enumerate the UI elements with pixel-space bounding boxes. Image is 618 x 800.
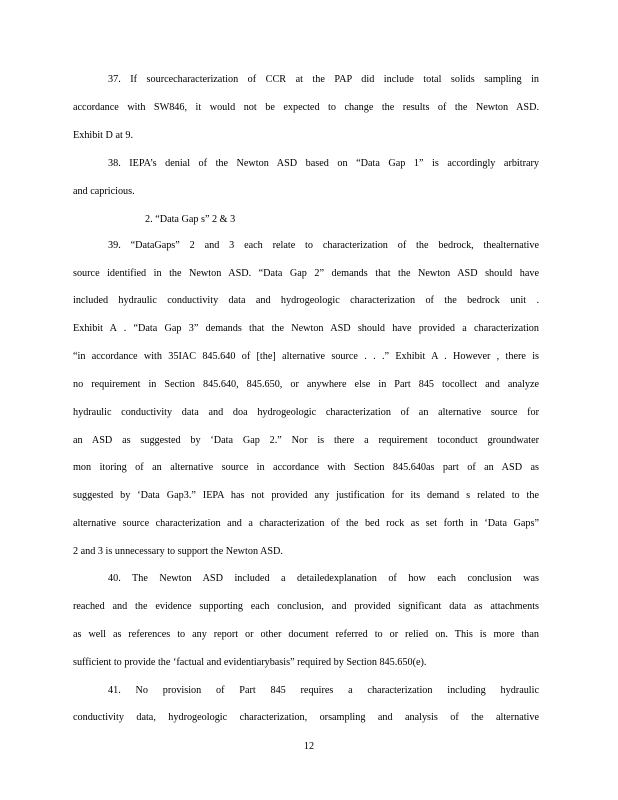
text-line: included hydraulic conductivity data and hydrogeologic characterization of the bedrock unit . xyxy=(73,295,539,306)
text-line: “in accordance with 35IAC 845.640 of [the] alternative source . . .” Exhibit A . However , there is xyxy=(73,351,539,362)
page-number: 12 xyxy=(303,741,315,752)
text-line: 40. The Newton ASD included a detailedexplanation of how each conclusion was xyxy=(108,573,539,584)
text-line: hydraulic conductivity data and doa hydrogeologic characterization of an alternative source for xyxy=(73,407,539,418)
text-line: 2 and 3 is unnecessary to support the Newton ASD. xyxy=(73,546,283,557)
text-line: conductivity data, hydrogeologic characterization, orsampling and analysis of the alternative xyxy=(73,712,539,723)
text-line: no requirement in Section 845.640, 845.650, or anywhere else in Part 845 tocollect and analyze xyxy=(73,379,539,390)
text-line: and capricious. xyxy=(73,186,135,197)
text-line: sufficient to provide the ‘factual and evidentiarybasis” required by Section 845.650(e). xyxy=(73,657,427,668)
text-line: 37. If sourcecharacterization of CCR at the PAP did include total solids sampling in xyxy=(108,74,539,85)
text-line: 38. IEPA’s denial of the Newton ASD based on “Data Gap 1” is accordingly arbitrary xyxy=(108,158,539,169)
text-line: 39. “DataGaps” 2 and 3 each relate to characterization of the bedrock, thealternative xyxy=(108,240,539,251)
text-line: an ASD as suggested by ‘Data Gap 2.” Nor is there a requirement toconduct groundwater xyxy=(73,435,539,446)
text-line: Exhibit D at 9. xyxy=(73,130,133,141)
text-line: alternative source characterization and a characterization of the bed rock as set forth in ‘Data Gaps” xyxy=(73,518,539,529)
text-line: suggested by ‘Data Gap3.” IEPA has not provided any justification for its demand s related to the xyxy=(73,490,539,501)
section-heading: 2. “Data Gap s” 2 & 3 xyxy=(145,214,236,225)
text-line: Exhibit A . “Data Gap 3” demands that the Newton ASD should have provided a characterization xyxy=(73,323,539,334)
text-line: mon itoring of an alternative source in accordance with Section 845.640as part of an ASD as xyxy=(73,462,539,473)
text-line: accordance with SW846, it would not be expected to change the results of the Newton ASD. xyxy=(73,102,539,113)
text-line: source identified in the Newton ASD. “Data Gap 2” demands that the Newton ASD should have xyxy=(73,268,539,279)
text-line: 41. No provision of Part 845 requires a characterization including hydraulic xyxy=(108,685,539,696)
text-line: as well as references to any report or other document referred to or relied on. This is more than xyxy=(73,629,539,640)
text-line: reached and the evidence supporting each conclusion, and provided significant data as attachments xyxy=(73,601,539,612)
